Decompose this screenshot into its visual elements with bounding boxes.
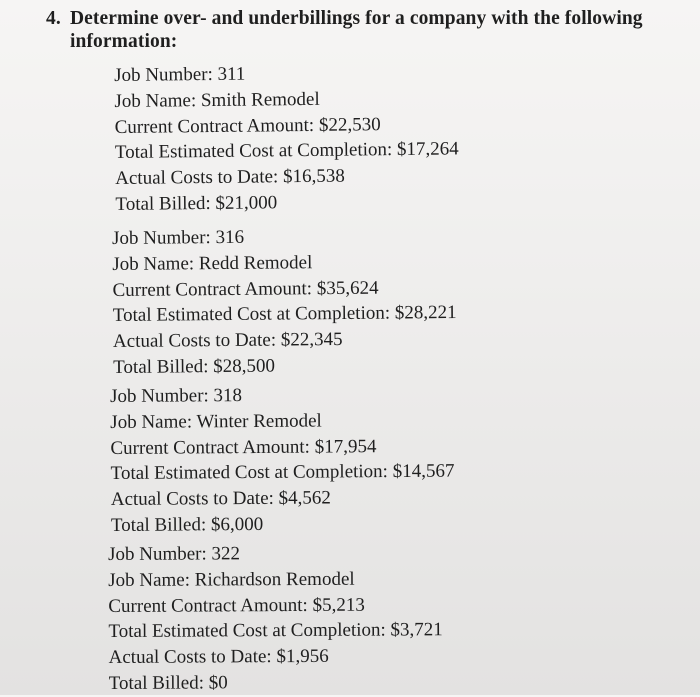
total-billed: Total Billed: $6,000	[110, 513, 264, 536]
estimated-cost: Total Estimated Cost at Completion: $17,264	[114, 138, 459, 164]
estimated-cost: Total Estimated Cost at Completion: $14,567	[110, 460, 455, 485]
job-name: Job Name: Richardson Remodel	[108, 568, 355, 591]
contract-amount: Current Contract Amount: $22,530	[114, 113, 381, 138]
actual-costs: Actual Costs to Date: $1,956	[108, 646, 329, 669]
job-number: Job Number: 311	[114, 63, 246, 86]
job-name: Job Name: Redd Remodel	[112, 252, 313, 275]
contract-amount: Current Contract Amount: $5,213	[108, 594, 365, 617]
actual-costs: Actual Costs to Date: $22,345	[112, 329, 343, 353]
question-line-1	[46, 7, 666, 30]
question-number: 4.	[46, 8, 61, 29]
job-name: Job Name: Winter Remodel	[110, 410, 322, 433]
total-billed: Total Billed: $21,000	[115, 192, 278, 215]
question-heading	[46, 7, 666, 53]
question-text-line-1: Determine over- and underbillings for a company with the following	[70, 8, 643, 29]
question-text-line-2: information:	[70, 31, 178, 52]
job-block-322	[108, 540, 443, 697]
total-billed: Total Billed: $0	[108, 672, 228, 694]
job-number: Job Number: 316	[112, 226, 245, 249]
estimated-cost: Total Estimated Cost at Completion: $3,721	[108, 619, 443, 643]
estimated-cost: Total Estimated Cost at Completion: $28,221	[112, 302, 457, 327]
job-block-318	[110, 382, 455, 539]
job-block-311	[114, 59, 459, 217]
contract-amount: Current Contract Amount: $17,954	[110, 435, 377, 459]
contract-amount: Current Contract Amount: $35,624	[112, 277, 379, 301]
actual-costs: Actual Costs to Date: $4,562	[110, 487, 331, 511]
total-billed: Total Billed: $28,500	[113, 355, 276, 378]
job-number: Job Number: 322	[108, 543, 241, 565]
job-number: Job Number: 318	[110, 385, 243, 407]
job-name: Job Name: Smith Remodel	[114, 88, 320, 112]
job-block-316	[112, 223, 457, 381]
actual-costs: Actual Costs to Date: $16,538	[115, 165, 345, 190]
